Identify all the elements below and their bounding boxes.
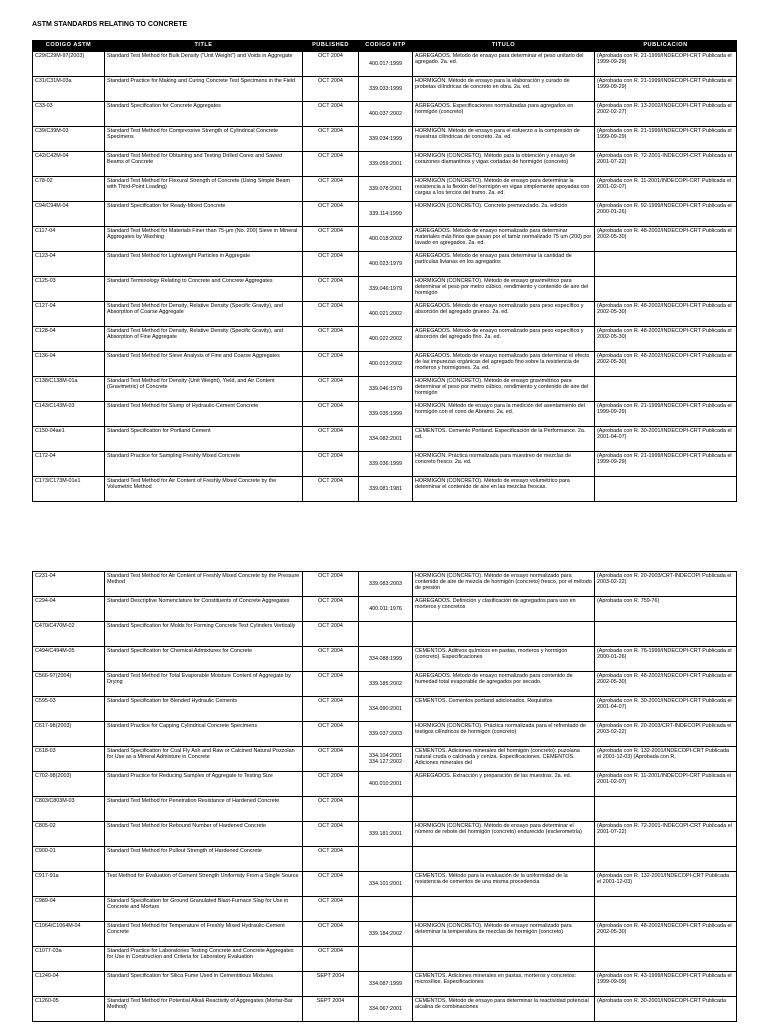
cell-publicacion: (Aprobada con R. 43-1999/INDECOPI-CRT Publicada el 1999-09-09) <box>595 972 737 997</box>
cell-title: Standard Specification for Portland Cement <box>105 427 303 452</box>
cell-published: OCT 2004 <box>303 77 359 102</box>
cell-published: OCT 2004 <box>303 302 359 327</box>
cell-title: Standard Test Method for Obtaining and Testing Drilled Cores and Sawed Beams of Concrete <box>105 152 303 177</box>
cell-publicacion: (Aprobada con R. 30-2001/INDECOPI-CRT Publicada el 2001-04-07) <box>595 427 737 452</box>
cell-codigo-astm: C803/C803M-03 <box>33 797 105 822</box>
cell-codigo-astm: C125-03 <box>33 277 105 302</box>
cell-publicacion: (Aprobada con R. 11-2001/INDECOPI-CRT Publicada el 2001-02-07) <box>595 772 737 797</box>
cell-codigo-ntp: 400.010:2001 <box>359 772 413 797</box>
cell-publicacion: (Aprobada con R. 76-1999/INDECOPI-CRT Publicada el 2000-01-26) <box>595 647 737 672</box>
cell-codigo-astm: C805-02 <box>33 822 105 847</box>
cell-published: OCT 2004 <box>303 872 359 897</box>
cell-published: OCT 2004 <box>303 177 359 202</box>
cell-codigo-ntp: 400.037:2002 <box>359 102 413 127</box>
cell-title: Standard Specification for Blended Hydraulic Cements <box>105 697 303 722</box>
cell-publicacion: (Aprobada con R. 21-1999/INDECOPI-CRT Publicada el 1999-09-29) <box>595 127 737 152</box>
cell-titulo: HORMIGÓN (CONCRETO). Método de ensayo normalizado para determinar la temperatura de mezclas de hormigón (concreto) <box>413 922 595 947</box>
table-row <box>33 277 737 302</box>
cell-codigo-astm: C172-04 <box>33 452 105 477</box>
cell-title: Standard Test Method for Air Content of Freshly Mixed Concrete by the Pressure Method <box>105 572 303 597</box>
cell-codigo-astm: C1064/C1064M-04 <box>33 922 105 947</box>
cell-titulo: HORMIGÓN (CONCRETO). Método para la obtención y ensayo de corazones diamantinos y vigas cortadas de hormigón (concreto) <box>413 152 595 177</box>
cell-titulo: HORMIGÓN. Método de ensayo para la elaboración y curado de probetas cilíndricas de concreto en obra. 2a. ed. <box>413 77 595 102</box>
cell-publicacion: (Aprobada con R. 30-2001/INDECOPI-CRT Publicada el 2001-04-07) <box>595 697 737 722</box>
cell-codigo-astm: C618-03 <box>33 747 105 772</box>
cell-codigo-ntp: 339.033:1999 <box>359 77 413 102</box>
cell-codigo-astm: C31/C31M-03a <box>33 77 105 102</box>
cell-publicacion: (Aprobada con R. 11-2001/INDECOPI-CRT Publicada el 2001-02-07) <box>595 177 737 202</box>
table-row <box>33 402 737 427</box>
cell-titulo: HORMIGÓN (CONCRETO). Método de ensayo gravimétrico para determinar el peso por metro cúbico, rendimiento y contenido de aire del hormigón <box>413 277 595 302</box>
table-row <box>33 622 737 647</box>
cell-publicacion: (Aprobada con R. 48-2002/INDECOPI-CRT Publicada el 2002-05-30) <box>595 327 737 352</box>
cell-codigo-ntp: 400.022:2002 <box>359 327 413 352</box>
cell-title: Standard Test Method for Flexural Strength of Concrete (Using Simple Beam with Third-Point Loading) <box>105 177 303 202</box>
cell-titulo <box>413 622 595 647</box>
cell-codigo-ntp <box>359 897 413 922</box>
cell-titulo <box>413 847 595 872</box>
cell-titulo: AGREGADOS. Método de ensayo normalizado para contenido de humedad total evaporable de agregados por secado. <box>413 672 595 697</box>
cell-titulo <box>413 897 595 922</box>
cell-codigo-ntp: 339.035:1999 <box>359 402 413 427</box>
cell-title: Standard Specification for Ready-Mixed Concrete <box>105 202 303 227</box>
cell-codigo-astm: C42/C42M-04 <box>33 152 105 177</box>
table-row <box>33 722 737 747</box>
cell-codigo-ntp <box>359 847 413 872</box>
cell-codigo-astm: C138/C138M-01a <box>33 377 105 402</box>
table-row <box>33 847 737 872</box>
cell-titulo: CEMENTOS. Método de ensayo para determinar la reactividad potencial alcalina de combinaciones <box>413 997 595 1022</box>
cell-title: Test Method for Evaluation of Cement Strength Uniformity From a Single Source <box>105 872 303 897</box>
cell-codigo-astm: C78-02 <box>33 177 105 202</box>
cell-codigo-astm: C989-04 <box>33 897 105 922</box>
table-row <box>33 797 737 822</box>
table-row <box>33 127 737 152</box>
cell-codigo-astm: C127-04 <box>33 302 105 327</box>
cell-codigo-astm: C94/C94M-04 <box>33 202 105 227</box>
cell-codigo-ntp: 339.037:2003 <box>359 722 413 747</box>
cell-titulo: HORMIGÓN. Método de ensayo para la medición del asentamiento del hormigón con el cono de Abrams. 2a. ed. <box>413 402 595 427</box>
cell-codigo-ntp: 400.021:2002 <box>359 302 413 327</box>
cell-published: SEPT 2004 <box>303 972 359 997</box>
cell-codigo-ntp: 339.046:1979 <box>359 377 413 402</box>
cell-codigo-astm: C136-04 <box>33 352 105 377</box>
cell-title: Standard Test Method for Lightweight Particles in Aggregate <box>105 252 303 277</box>
cell-titulo: HORMIGÓN (CONCRETO). Práctica normalizada para el refrentado de testigos cilíndricos de hormigón (concreto) <box>413 722 595 747</box>
cell-published: OCT 2004 <box>303 672 359 697</box>
cell-codigo-astm: C470/C470M-02 <box>33 622 105 647</box>
cell-title: Standard Specification for Ground Granulated Blast-Furnace Slag for Use in Concrete and Mortars <box>105 897 303 922</box>
cell-title: Standard Practice for Laboratories Testing Concrete and Concrete Aggregates for Use in Construction and Criteria for Laboratory Evaluation <box>105 947 303 972</box>
table-row <box>33 352 737 377</box>
cell-published: OCT 2004 <box>303 647 359 672</box>
header-codigo-ntp: CODIGO NTP <box>359 41 413 52</box>
cell-codigo-ntp <box>359 622 413 647</box>
cell-codigo-astm: C173/C173M-01e1 <box>33 477 105 502</box>
cell-titulo: AGREGADOS. Extracción y preparación de las muestras. 2a. ed. <box>413 772 595 797</box>
standards-table-1 <box>32 40 737 502</box>
table-row <box>33 822 737 847</box>
cell-title: Standard Test Method for Slump of Hydraulic-Cement Concrete <box>105 402 303 427</box>
cell-title: Standard Test Method for Rebound Number of Hardened Concrete <box>105 822 303 847</box>
header-title: TITLE <box>105 41 303 52</box>
cell-title: Standard Test Method for Pullout Strength of Hardened Concrete <box>105 847 303 872</box>
header-codigo-astm: CODIGO ASTM <box>33 41 105 52</box>
table-row <box>33 872 737 897</box>
cell-titulo: AGREGADOS. Método de ensayo normalizado para peso específico y absorción del agregado fino. 2a. ed. <box>413 327 595 352</box>
cell-codigo-ntp: 339.184:2002 <box>359 922 413 947</box>
cell-published: OCT 2004 <box>303 722 359 747</box>
cell-title: Standard Test Method for Potential Alkali Reactivity of Aggregates (Mortar-Bar Method) <box>105 997 303 1022</box>
cell-publicacion: (Aprobada con R. 21-1999/INDECOPI-CRT Publicada el 1999-09-29) <box>595 452 737 477</box>
cell-codigo-astm: C1077-03a <box>33 947 105 972</box>
cell-publicacion: (Aprobada con R. 21-1999/INDECOPI-CRT Publicada el 1999-09-29) <box>595 77 737 102</box>
standards-table-2 <box>32 571 737 1022</box>
cell-publicacion: (Aprobada con R. 132-2001/INDECOPI-CRT Publicada el 2001-12-03) (Aprobada con R. <box>595 747 737 772</box>
cell-codigo-astm: C494/C494M-05 <box>33 647 105 672</box>
cell-published: OCT 2004 <box>303 772 359 797</box>
cell-title: Standard Practice for Capping Cylindrical Concrete Specimens <box>105 722 303 747</box>
table-row <box>33 772 737 797</box>
cell-published: OCT 2004 <box>303 402 359 427</box>
cell-titulo: AGREGADOS. Método de ensayo para determinar la cantidad de partículas livianas en los agregados <box>413 252 595 277</box>
cell-published: OCT 2004 <box>303 572 359 597</box>
cell-titulo: AGREGADOS. Método de ensayo para determinar el peso unitario del agregado. 2a. ed. <box>413 52 595 77</box>
cell-published: OCT 2004 <box>303 822 359 847</box>
cell-publicacion: (Aprobada con R. 48-2002/INDECOPI-CRT Publicada el 2002-05-30) <box>595 672 737 697</box>
cell-titulo: HORMIGÓN (CONCRETO). Método de ensayo para determinar la resistencia a la flexión del hormigón en vigas simplemente apoyadas con cargas a los tercios del tramo. 2a. ed. <box>413 177 595 202</box>
cell-publicacion <box>595 277 737 302</box>
cell-title: Standard Specification for Molds for Forming Concrete Test Cylinders Vertically <box>105 622 303 647</box>
cell-codigo-ntp: 339.059:2001 <box>359 152 413 177</box>
cell-publicacion: (Aprobada con R. 72-2001-INDECOPI-CRT Publicada el 2001-07-22) <box>595 822 737 847</box>
cell-codigo-astm: C29/C29M-97(2003) <box>33 52 105 77</box>
cell-titulo: HORMIGÓN (CONCRETO). Método de ensayo normalizado para contenido de aire de mezcla de hormigón (concreto) fresco, por el método de presión <box>413 572 595 597</box>
table-row <box>33 922 737 947</box>
table-row <box>33 77 737 102</box>
table-row <box>33 227 737 252</box>
table-row <box>33 897 737 922</box>
cell-codigo-astm: C617-98(2003) <box>33 722 105 747</box>
cell-published: OCT 2004 <box>303 52 359 77</box>
cell-codigo-ntp: 334.090:2001 <box>359 697 413 722</box>
cell-titulo: AGREGADOS. Método de ensayo normalizado para determinar materiales más finos que pasan por el tamiz normalizado 75 um (200) por lavado en agregados. 2a. ed. <box>413 227 595 252</box>
table-row <box>33 177 737 202</box>
table-row <box>33 102 737 127</box>
table-row <box>33 647 737 672</box>
cell-codigo-astm: C143/C143M-03 <box>33 402 105 427</box>
table-row <box>33 947 737 972</box>
cell-title: Standard Specification for Silica Fume Used in Cementitious Mixtures <box>105 972 303 997</box>
cell-titulo: CEMENTOS. Adiciones minerales en pastas, morteros y concretos: microsílice. Especificaciones <box>413 972 595 997</box>
cell-title: Standard Practice for Making and Curing Concrete Test Specimens in the Field <box>105 77 303 102</box>
cell-publicacion: (Aprobada con R. 132-2001/INDECOPI-CRT Publicada el 2001-12-03) <box>595 872 737 897</box>
cell-codigo-ntp: 339.078:2001 <box>359 177 413 202</box>
table-row <box>33 572 737 597</box>
cell-publicacion <box>595 377 737 402</box>
cell-published: OCT 2004 <box>303 747 359 772</box>
cell-titulo: AGREGADOS. Método de ensayo normalizado para peso específico y absorción del agregado grueso. 2a. ed. <box>413 302 595 327</box>
cell-titulo: AGREGADOS. Definición y clasificación de agregados para uso en morteros y concretos <box>413 597 595 622</box>
cell-published: OCT 2004 <box>303 847 359 872</box>
cell-codigo-astm: C595-03 <box>33 697 105 722</box>
cell-codigo-ntp: 339.083:2003 <box>359 572 413 597</box>
cell-published: OCT 2004 <box>303 597 359 622</box>
cell-codigo-ntp: 400.017:1999 <box>359 52 413 77</box>
cell-title: Standard Practice for Reducing Samples of Aggregate to Testing Size <box>105 772 303 797</box>
cell-codigo-ntp: 339.185:2002 <box>359 672 413 697</box>
table-row <box>33 327 737 352</box>
cell-titulo: AGREGADOS. Especificaciones normalizadas para agregados en hormigón (concreto) <box>413 102 595 127</box>
cell-codigo-ntp <box>359 797 413 822</box>
table-row <box>33 452 737 477</box>
cell-title: Standard Test Method for Bulk Density ("Unit Weight") and Voids in Aggregate <box>105 52 303 77</box>
cell-published: OCT 2004 <box>303 227 359 252</box>
document-title: ASTM STANDARDS RELATING TO CONCRETE <box>32 21 188 28</box>
cell-publicacion: (Aprobada con R. 72-2001-INDECOPI-CRT Publicada el 2001-07-22) <box>595 152 737 177</box>
cell-codigo-ntp: 339.181:2001 <box>359 822 413 847</box>
table-row <box>33 252 737 277</box>
cell-codigo-ntp: 334.087:1999 <box>359 972 413 997</box>
cell-publicacion: (Aprobada con R. 48-2002/INDECOPI-CRT Publicada el 2002-05-30) <box>595 352 737 377</box>
cell-codigo-ntp: 339.081:1981 <box>359 477 413 502</box>
cell-titulo: CEMENTOS. Cementos portland adicionados. Requisitos <box>413 697 595 722</box>
cell-publicacion <box>595 622 737 647</box>
table-row <box>33 972 737 997</box>
cell-titulo: HORMIGÓN (CONCRETO). Método de ensayo para determinar el número de rebote del hormigón (concreto) endurecido (esclerometría) <box>413 822 595 847</box>
cell-codigo-ntp: 339.046:1979 <box>359 277 413 302</box>
cell-titulo: CEMENTOS. Adiciones minerales del hormigón (concreto): puzolana natural cruda o calcinada y ceniza. Especificaciones. CEMENTOS. Adiciones minerales del <box>413 747 595 772</box>
table-row <box>33 377 737 402</box>
cell-codigo-astm: C1240-04 <box>33 972 105 997</box>
cell-title: Standard Test Method for Total Evaporable Moisture Content of Aggregate by Drying <box>105 672 303 697</box>
cell-title: Standard Test Method for Air Content of Freshly Mixed Concrete by the Volumetric Method <box>105 477 303 502</box>
cell-codigo-ntp: 339.034:1999 <box>359 127 413 152</box>
cell-publicacion: (Aprobada con R. 21-1999/INDECOPI-CRT Publicada el 1999-09-29) <box>595 52 737 77</box>
cell-published: OCT 2004 <box>303 922 359 947</box>
cell-titulo: CEMENTOS. Aditivos químicos en pastas, morteros y hormigón (concreto). Especificaciones <box>413 647 595 672</box>
cell-publicacion: (Aprobada con R. 92-1999/INDECOPI-CRT Publicada el 2000-01-26) <box>595 202 737 227</box>
cell-published: OCT 2004 <box>303 427 359 452</box>
cell-titulo <box>413 797 595 822</box>
header-titulo: TITULO <box>413 41 595 52</box>
cell-publicacion: (Aprobada con R. 48-2002/INDECOPI-CRT Publicada el 2002-05-30) <box>595 922 737 947</box>
cell-publicacion: (Aprobada con R. 48-2002/INDECOPI-CRT Publicada el 2002-05-30) <box>595 227 737 252</box>
table-row <box>33 52 737 77</box>
cell-published: OCT 2004 <box>303 622 359 647</box>
cell-title: Standard Test Method for Density, Relative Density (Specific Gravity), and Absorption of Fine Aggregate <box>105 327 303 352</box>
table-row <box>33 747 737 772</box>
cell-title: Standard Test Method for Compressive Strength of Cylindrical Concrete Specimens <box>105 127 303 152</box>
cell-codigo-astm: C33-03 <box>33 102 105 127</box>
header-published: PUBLISHED <box>303 41 359 52</box>
cell-published: OCT 2004 <box>303 102 359 127</box>
cell-title: Standard Test Method for Penetration Resistance of Hardened Concrete <box>105 797 303 822</box>
table-row <box>33 672 737 697</box>
cell-title: Standard Descriptive Nomenclature for Constituents of Concrete Aggregates <box>105 597 303 622</box>
cell-publicacion <box>595 252 737 277</box>
cell-titulo: AGREGADOS. Método de ensayo normalizado para determinar el efecto de las impurezas orgánicas del agregado fino sobre la resistencia de morteros y hormigones. 2a. ed. <box>413 352 595 377</box>
cell-titulo: HORMIGÓN. Práctica normalizada para muestreo de mezclas de concreto fresco. 2a. ed. <box>413 452 595 477</box>
cell-published: OCT 2004 <box>303 797 359 822</box>
cell-published: SEPT 2004 <box>303 997 359 1022</box>
cell-codigo-ntp: 339.036:1999 <box>359 452 413 477</box>
cell-titulo: HORMIGÓN (CONCRETO). Concreto premezclado. 2a. edición <box>413 202 595 227</box>
cell-codigo-astm: C128-04 <box>33 327 105 352</box>
cell-title: Standard Test Method for Materials Finer than 75-µm (No. 200) Sieve in Mineral Aggregates by Washing <box>105 227 303 252</box>
cell-titulo <box>413 947 595 972</box>
cell-title: Standard Specification for Chemical Admixtures for Concrete <box>105 647 303 672</box>
cell-title: Standard Test Method for Temperature of Freshly Mixed Hydraulic-Cement Concrete <box>105 922 303 947</box>
cell-codigo-ntp: 400.018:2002 <box>359 227 413 252</box>
cell-codigo-ntp: 334.101:2001 <box>359 872 413 897</box>
cell-title: Standard Test Method for Density, Relative Density (Specific Gravity), and Absorption of Coarse Aggregate <box>105 302 303 327</box>
table-row <box>33 302 737 327</box>
header-publicacion: PUBLICACION <box>595 41 737 52</box>
cell-titulo: CEMENTOS. Cemento Portland. Especificación de la Performance. 2a. ed. <box>413 427 595 452</box>
cell-codigo-astm: C231-04 <box>33 572 105 597</box>
table-row <box>33 152 737 177</box>
cell-codigo-astm: C1260-05 <box>33 997 105 1022</box>
cell-codigo-ntp: 334.088:1999 <box>359 647 413 672</box>
cell-codigo-astm: C566-97(2004) <box>33 672 105 697</box>
cell-published: OCT 2004 <box>303 697 359 722</box>
cell-published: OCT 2004 <box>303 352 359 377</box>
cell-codigo-ntp <box>359 947 413 972</box>
cell-codigo-astm: C117-04 <box>33 227 105 252</box>
cell-title: Standard Practice for Sampling Freshly Mixed Concrete <box>105 452 303 477</box>
cell-title: Standard Test Method for Sieve Analysis of Fine and Coarse Aggregates <box>105 352 303 377</box>
cell-publicacion <box>595 847 737 872</box>
table-row <box>33 597 737 622</box>
cell-publicacion: (Aprobada con R. 20-2003/CRT-INDECOPI Publicada el 2003-02-22) <box>595 722 737 747</box>
cell-published: OCT 2004 <box>303 377 359 402</box>
cell-codigo-astm: C123-04 <box>33 252 105 277</box>
table-row <box>33 997 737 1022</box>
cell-title: Standard Specification for Concrete Aggregates <box>105 102 303 127</box>
cell-codigo-astm: C917-91a <box>33 872 105 897</box>
cell-published: OCT 2004 <box>303 152 359 177</box>
cell-published: OCT 2004 <box>303 477 359 502</box>
cell-title: Standard Specification for Coal Fly Ash and Raw or Calcined Natural Pozzolan for Use as a Mineral Admixture in Concrete <box>105 747 303 772</box>
cell-publicacion <box>595 897 737 922</box>
cell-codigo-ntp: 334.082:2001 <box>359 427 413 452</box>
cell-codigo-astm: C150-04ae1 <box>33 427 105 452</box>
cell-codigo-ntp: 400.013:2002 <box>359 352 413 377</box>
cell-publicacion: (Aprobada con R. 30-2001/INDECOPI-CRT Publicada <box>595 997 737 1022</box>
cell-title: Standard Test Method for Density (Unit Weight), Yield, and Air Content (Gravimetric) of Concrete <box>105 377 303 402</box>
cell-codigo-ntp: 334.104:2001 334.127:2002 <box>359 747 413 772</box>
table-row <box>33 697 737 722</box>
cell-publicacion: (Aprobada con R. 20-2003/CRT-INDECOPI Publicada el 2003-02-22) <box>595 572 737 597</box>
cell-codigo-astm: C294-04 <box>33 597 105 622</box>
cell-titulo: HORMIGÓN (CONCRETO). Método de ensayo gravimétrico para determinar el peso por metro cúbico, rendimiento y contenido de aire del hormigón <box>413 377 595 402</box>
cell-titulo: CEMENTOS. Método para la evaluación de la uniformidad de la resistencia de cementos de una misma procedencia <box>413 872 595 897</box>
cell-title: Standard Terminology Relating to Concrete and Concrete Aggregates <box>105 277 303 302</box>
table-row <box>33 477 737 502</box>
cell-publicacion <box>595 797 737 822</box>
cell-published: OCT 2004 <box>303 452 359 477</box>
cell-publicacion: (Aprobada con R. 13-2002/INDECOPI-CRT Publicada el 2002-02-27) <box>595 102 737 127</box>
cell-publicacion <box>595 947 737 972</box>
cell-codigo-ntp: 400.023:1979 <box>359 252 413 277</box>
cell-published: OCT 2004 <box>303 252 359 277</box>
cell-codigo-ntp: 334.067:2001 <box>359 997 413 1022</box>
cell-published: OCT 2004 <box>303 277 359 302</box>
cell-titulo: HORMIGÓN (CONCRETO). Método de ensayo volumétrico para determinar el contenido de aire en las mezclas frescas. <box>413 477 595 502</box>
cell-published: OCT 2004 <box>303 327 359 352</box>
cell-codigo-ntp: 339.114:1999 <box>359 202 413 227</box>
cell-published: OCT 2004 <box>303 947 359 972</box>
table-row <box>33 202 737 227</box>
cell-publicacion <box>595 477 737 502</box>
cell-titulo: HORMIGÓN. Método de ensayo para el esfuerzo a la compresión de muestras cilíndricas de concreto. 2a. ed. <box>413 127 595 152</box>
cell-publicacion: (Aprobada con R. 21-1999/INDECOPI-CRT Publicada el 1999-09-29) <box>595 402 737 427</box>
cell-published: OCT 2004 <box>303 202 359 227</box>
cell-published: OCT 2004 <box>303 897 359 922</box>
table-row <box>33 427 737 452</box>
cell-codigo-astm: C900-01 <box>33 847 105 872</box>
cell-codigo-astm: C702-98(2003) <box>33 772 105 797</box>
cell-codigo-ntp: 400.011:1976 <box>359 597 413 622</box>
cell-published: OCT 2004 <box>303 127 359 152</box>
cell-publicacion: (Aprobada con R. 759-76) <box>595 597 737 622</box>
cell-codigo-astm: C39/C39M-03 <box>33 127 105 152</box>
cell-publicacion: (Aprobada con R. 48-2002/INDECOPI-CRT Publicada el 2002-05-30) <box>595 302 737 327</box>
